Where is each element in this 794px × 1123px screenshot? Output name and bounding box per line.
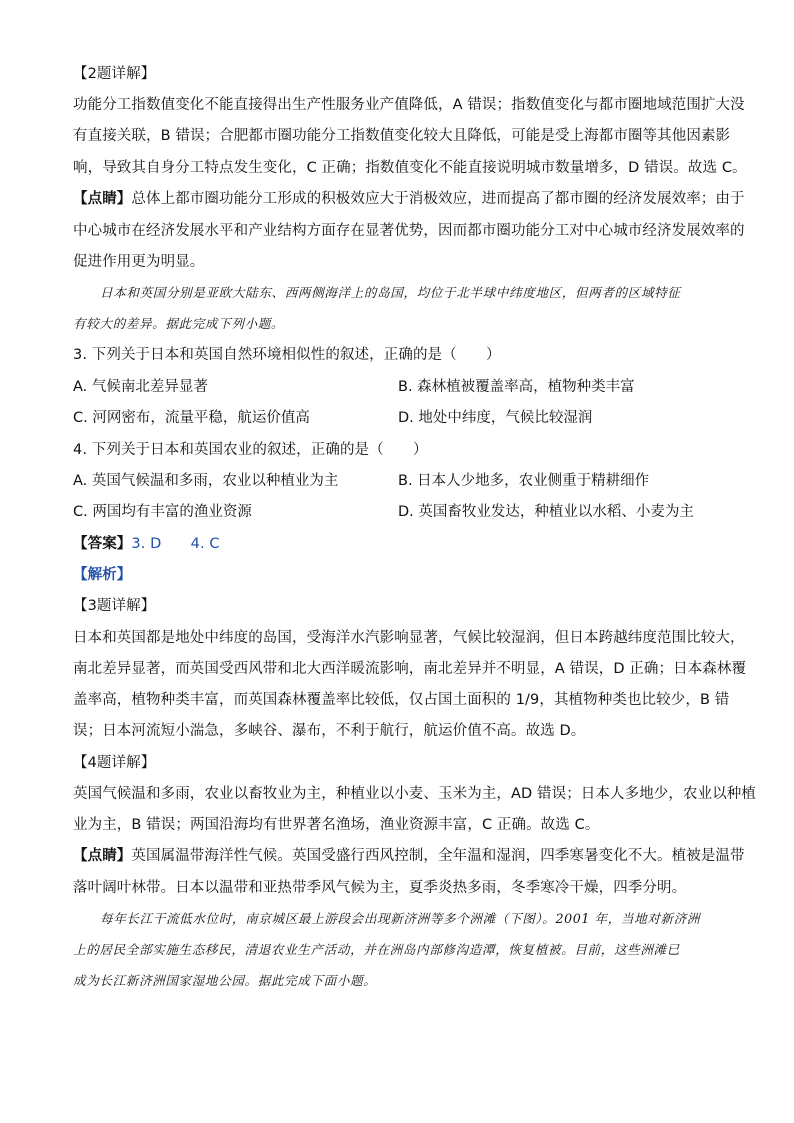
tip-2-text-1: 英国属温带海洋性气候。英国受盛行西风控制，全年温和湿润，四季寒暑变化不大。植被是温带 <box>131 848 745 864</box>
tip-1-tag: 【点睛】 <box>73 191 132 207</box>
section-3-heading: 【3题详解】 <box>73 598 156 614</box>
question-3-stem: 3. 下列关于日本和英国自然环境相似性的叙述，正确的是（ ） <box>73 347 501 363</box>
section-4-line-1: 英国气候温和多雨，农业以畜牧业为主，种植业以小麦、玉米为主，AD 错误；日本人多地少，农业以种植 <box>73 786 756 802</box>
question-4-option-b: B. 日本人少地多，农业侧重于精耕细作 <box>398 473 650 489</box>
section-3-line-1: 日本和英国都是地处中纬度的岛国，受海洋水汽影响显著，气候比较湿润，但日本跨越纬度范围比较大， <box>73 630 745 646</box>
analysis-heading: 【解析】 <box>73 567 132 583</box>
section-2-line-3: 响，导致其自身分工特点发生变化，C 正确；指数值变化不能直接说明城市数量增多，D 错误。故选 C。 <box>73 160 747 176</box>
section-4-heading: 【4题详解】 <box>73 755 156 771</box>
question-3-option-c: C. 河网密布，流量平稳，航运价值高 <box>73 410 310 426</box>
question-4-option-a: A. 英国气候温和多雨，农业以种植业为主 <box>73 473 339 489</box>
tip-2-line-2: 落叶阔叶林带。日本以温带和亚热带季风气候为主，夏季炎热多雨，冬季寒冷干燥，四季分明。 <box>73 880 687 896</box>
answer-text: 3. D 4. C <box>131 536 220 552</box>
section-3-line-3: 盖率高，植物种类丰富，而英国森林覆盖率比较低，仅占国土面积的 1/9，其植物种类也比较少，B 错 <box>73 692 730 708</box>
question-4-option-c: C. 两国均有丰富的渔业资源 <box>73 504 252 520</box>
question-3-option-b: B. 森林植被覆盖率高，植物种类丰富 <box>398 379 635 395</box>
tip-1-line-2: 中心城市在经济发展水平和产业结构方面存在显著优势，因而都市圈功能分工对中心城市经济发展效率的 <box>73 223 745 239</box>
question-4-stem: 4. 下列关于日本和英国农业的叙述，正确的是（ ） <box>73 442 428 458</box>
section-2-line-1: 功能分工指数值变化不能直接得出生产性服务业产值降低，A 错误；指数值变化与都市圈地域范围扩大没 <box>73 97 745 113</box>
tip-2-line-1 <box>73 846 745 866</box>
passage-2-line-1: 每年长江干流低水位时，南京城区最上游段会出现新济洲等多个洲滩（下图）。2001 年，当地对新济洲 <box>100 911 701 926</box>
passage-1-line-1: 日本和英国分别是亚欧大陆东、西两侧海洋上的岛国，均位于北半球中纬度地区，但两者的区域特征 <box>100 285 681 300</box>
passage-2-line-2: 上的居民全部实施生态移民，清退农业生产活动，并在洲岛内部修沟造潭，恢复植被。目前，这些洲滩已 <box>73 942 680 957</box>
tip-2-tag: 【点睛】 <box>73 848 132 864</box>
tip-1-line-3: 促进作用更为明显。 <box>73 254 205 270</box>
answer-line <box>73 534 723 554</box>
section-2-line-2: 有直接关联，B 错误；合肥都市圈功能分工指数值变化较大且降低，可能是受上海都市圈等其他因素影 <box>73 128 731 144</box>
question-3-option-a: A. 气候南北差异显著 <box>73 379 208 395</box>
tip-1-text-1: 总体上都市圈功能分工形成的积极效应大于消极效应，进而提高了都市圈的经济发展效率；由于 <box>131 191 745 207</box>
tip-1-line-1 <box>73 189 745 209</box>
question-3-option-d: D. 地处中纬度，气候比较湿润 <box>398 410 593 426</box>
section-2-heading: 【2题详解】 <box>73 66 156 82</box>
answer-tag: 【答案】 <box>73 536 132 552</box>
section-4-line-2: 业为主，B 错误；两国沿海均有世界著名渔场，渔业资源丰富，C 正确。故选 C。 <box>73 817 600 833</box>
section-3-line-2: 南北差异显著，而英国受西风带和北大西洋暖流影响，南北差异并不明显，A 错误，D 正确；日本森林覆 <box>73 661 747 677</box>
passage-1-line-2: 有较大的差异。据此完成下列小题。 <box>73 316 285 331</box>
section-3-line-4: 误；日本河流短小湍急，多峡谷、瀑布，不利于航行，航运价值不高。故选 D。 <box>73 723 586 739</box>
passage-2-line-3: 成为长江新济洲国家湿地公园。据此完成下面小题。 <box>73 973 377 988</box>
question-4-option-d: D. 英国畜牧业发达，种植业以水稻、小麦为主 <box>398 504 694 520</box>
